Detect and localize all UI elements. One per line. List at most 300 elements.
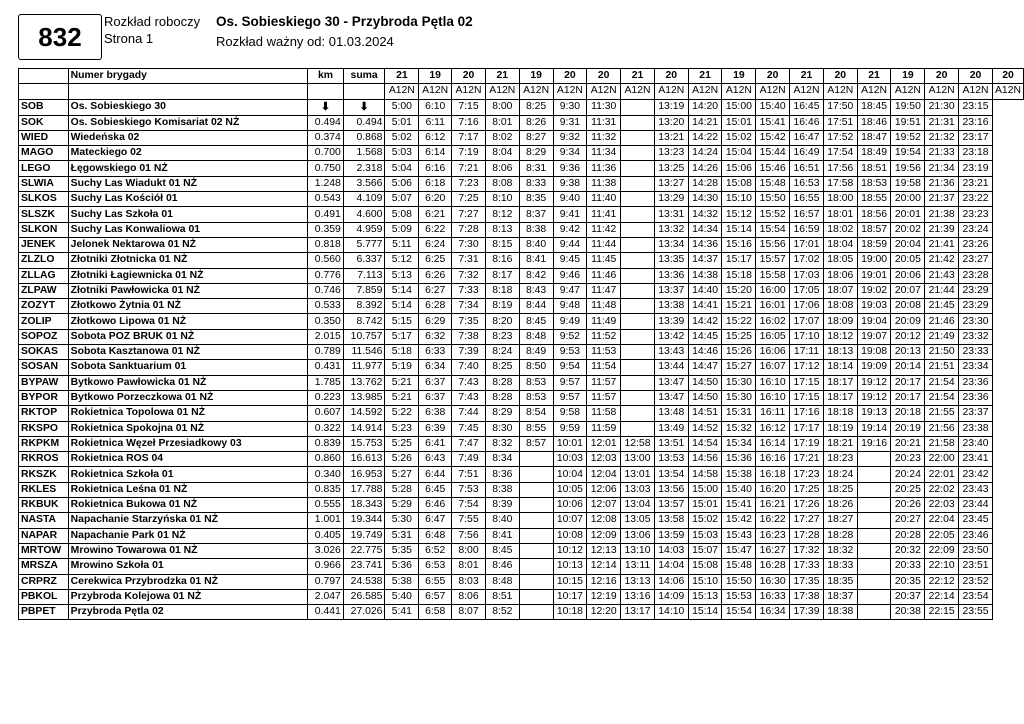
departure-time: 6:39 (419, 421, 452, 436)
departure-time: 5:14 (385, 299, 419, 314)
departure-time: 20:24 (891, 467, 925, 482)
departure-time: 14:32 (688, 207, 722, 222)
departure-time: 20:27 (891, 513, 925, 528)
departure-time: 13:51 (654, 436, 688, 451)
departure-time: 20:25 (891, 482, 925, 497)
departure-time: 11:49 (587, 314, 621, 329)
departure-time: 5:09 (385, 222, 419, 237)
departure-time (857, 589, 891, 604)
departure-time: 5:01 (385, 115, 419, 130)
stop-sum: 8.742 (343, 314, 385, 329)
stop-name: Sobota Kasztanowa 01 NŻ (68, 345, 307, 360)
departure-time: 17:54 (823, 146, 857, 161)
departure-time: 15:27 (722, 360, 756, 375)
departure-time: 23:23 (959, 207, 993, 222)
departure-time: 18:37 (823, 589, 857, 604)
departure-time: 13:29 (654, 192, 688, 207)
departure-time: 7:49 (452, 452, 486, 467)
departure-time: 20:12 (891, 329, 925, 344)
departure-time: 13:03 (621, 482, 655, 497)
departure-time: 15:58 (756, 268, 790, 283)
departure-time: 16:10 (756, 375, 790, 390)
departure-time: 16:30 (756, 574, 790, 589)
stop-row (19, 390, 1024, 405)
departure-time: 22:09 (925, 543, 959, 558)
stop-km: 0.776 (308, 268, 344, 283)
departure-time: 6:53 (419, 559, 452, 574)
departure-time: 5:23 (385, 421, 419, 436)
departure-time: 6:32 (419, 329, 452, 344)
departure-time: 6:22 (419, 222, 452, 237)
departure-time: 18:23 (823, 452, 857, 467)
departure-time: 5:17 (385, 329, 419, 344)
departure-time: 11:46 (587, 268, 621, 283)
departure-time: 12:03 (587, 452, 621, 467)
departure-time: 16:45 (790, 99, 824, 115)
departure-time: 23:29 (959, 283, 993, 298)
departure-time: 14:47 (688, 360, 722, 375)
departure-time (857, 574, 891, 589)
departure-time: 16:12 (756, 421, 790, 436)
stop-row (19, 467, 1024, 482)
stop-sum: 5.777 (343, 237, 385, 252)
departure-time: 9:32 (553, 130, 587, 145)
departure-time: 13:06 (621, 528, 655, 543)
departure-time: 8:16 (485, 253, 519, 268)
departure-time: 8:41 (485, 528, 519, 543)
departure-time (519, 589, 553, 604)
departure-time: 18:06 (823, 268, 857, 283)
departure-time: 15:30 (722, 390, 756, 405)
departure-time: 9:57 (553, 390, 587, 405)
departure-time: 20:07 (891, 283, 925, 298)
departure-time: 23:32 (959, 329, 993, 344)
departure-time: 18:47 (857, 130, 891, 145)
stop-code: RKPKM (19, 436, 69, 451)
departure-time: 17:23 (790, 467, 824, 482)
departure-time: 18:33 (823, 559, 857, 574)
departure-time: 20:09 (891, 314, 925, 329)
departure-time: 8:13 (485, 222, 519, 237)
departure-time: 7:16 (452, 115, 486, 130)
departure-time (621, 283, 655, 298)
departure-time: 8:55 (519, 421, 553, 436)
departure-time: 5:27 (385, 467, 419, 482)
stop-sum: 4.959 (343, 222, 385, 237)
brigade-number: 20 (993, 69, 1024, 84)
departure-time (519, 543, 553, 558)
departure-time: 13:48 (654, 406, 688, 421)
departure-time: 11:30 (587, 99, 621, 115)
departure-time: 8:27 (519, 130, 553, 145)
departure-time: 17:03 (790, 268, 824, 283)
departure-time: 8:54 (519, 406, 553, 421)
departure-time: 19:13 (857, 406, 891, 421)
stop-row (19, 574, 1024, 589)
departure-time: 15:34 (722, 436, 756, 451)
departure-time: 8:46 (485, 559, 519, 574)
departure-time: 6:48 (419, 528, 452, 543)
departure-time: 6:58 (419, 605, 452, 620)
departure-time: 18:51 (857, 161, 891, 176)
departure-time: 8:10 (485, 192, 519, 207)
departure-time: 11:53 (587, 345, 621, 360)
departure-time: 15:10 (722, 192, 756, 207)
stop-row (19, 482, 1024, 497)
departure-time: 10:18 (553, 605, 587, 620)
departure-time: 8:38 (519, 222, 553, 237)
departure-time: 18:53 (857, 176, 891, 191)
departure-time (857, 528, 891, 543)
stop-km: 0.340 (308, 467, 344, 482)
departure-time: 19:08 (857, 345, 891, 360)
departure-time: 15:18 (722, 268, 756, 283)
departure-time: 6:46 (419, 498, 452, 513)
stop-row (19, 498, 1024, 513)
departure-time: 19:03 (857, 299, 891, 314)
departure-time: 15:48 (722, 559, 756, 574)
stop-name: Napachanie Starzyńska 01 NŻ (68, 513, 307, 528)
departure-time (857, 498, 891, 513)
departure-time: 8:04 (485, 146, 519, 161)
departure-time: 23:34 (959, 360, 993, 375)
departure-time: 14:51 (688, 406, 722, 421)
departure-time: 17:01 (790, 237, 824, 252)
departure-time: 5:15 (385, 314, 419, 329)
stop-row (19, 130, 1024, 145)
departure-time: 9:34 (553, 146, 587, 161)
departure-time: 5:12 (385, 253, 419, 268)
departure-time: 5:31 (385, 528, 419, 543)
departure-time (621, 268, 655, 283)
departure-time: 5:06 (385, 176, 419, 191)
departure-time: 13:43 (654, 345, 688, 360)
stop-row (19, 314, 1024, 329)
stop-name: Złotniki Pawłowicka 01 NŻ (68, 283, 307, 298)
departure-time: 18:26 (823, 498, 857, 513)
departure-time: 18:01 (823, 207, 857, 222)
departure-time: 8:53 (519, 375, 553, 390)
stop-code: CRPRZ (19, 574, 69, 589)
brigade-number: 19 (891, 69, 925, 84)
departure-time (621, 192, 655, 207)
stop-name: Przybroda Pętla 02 (68, 605, 307, 620)
stop-name: Suchy Las Kościół 01 (68, 192, 307, 207)
departure-time: 11:32 (587, 130, 621, 145)
departure-time: 8:44 (519, 299, 553, 314)
departure-time: 14:52 (688, 421, 722, 436)
departure-time: 8:15 (485, 237, 519, 252)
departure-time: 23:19 (959, 161, 993, 176)
departure-time: 8:25 (519, 99, 553, 115)
departure-time: 6:26 (419, 268, 452, 283)
departure-time: 19:02 (857, 283, 891, 298)
departure-time: 6:11 (419, 115, 452, 130)
departure-time: 20:14 (891, 360, 925, 375)
departure-time: 16:53 (790, 176, 824, 191)
departure-time: 20:21 (891, 436, 925, 451)
departure-time (519, 498, 553, 513)
vehicle-type: A12N (959, 84, 993, 99)
departure-time: 13:01 (621, 467, 655, 482)
stop-row (19, 528, 1024, 543)
departure-time: 17:38 (790, 589, 824, 604)
departure-time: 22:15 (925, 605, 959, 620)
departure-time: 12:58 (621, 436, 655, 451)
departure-time: 14:37 (688, 253, 722, 268)
departure-time: 17:05 (790, 283, 824, 298)
departure-time (621, 253, 655, 268)
departure-time: 9:30 (553, 99, 587, 115)
departure-time: 21:43 (925, 268, 959, 283)
departure-time (621, 360, 655, 375)
departure-time: 15:21 (722, 299, 756, 314)
stop-row (19, 329, 1024, 344)
stop-sum: 10.757 (343, 329, 385, 344)
stop-row (19, 605, 1024, 620)
departure-time (857, 482, 891, 497)
departure-time: 12:13 (587, 543, 621, 558)
departure-time: 18:56 (857, 207, 891, 222)
departure-time: 7:32 (452, 268, 486, 283)
departure-time: 13:05 (621, 513, 655, 528)
stop-row (19, 421, 1024, 436)
departure-time: 20:04 (891, 237, 925, 252)
departure-time: 17:17 (790, 421, 824, 436)
departure-time: 17:25 (790, 482, 824, 497)
departure-time: 16:21 (756, 498, 790, 513)
departure-time: 13:47 (654, 375, 688, 390)
departure-time: 11:57 (587, 390, 621, 405)
departure-time: 10:15 (553, 574, 587, 589)
departure-time: 8:18 (485, 283, 519, 298)
departure-time: 8:28 (485, 390, 519, 405)
stop-code: SLKON (19, 222, 69, 237)
departure-time: 14:30 (688, 192, 722, 207)
departure-time: 14:45 (688, 329, 722, 344)
stop-km: 0.359 (308, 222, 344, 237)
departure-time: 21:55 (925, 406, 959, 421)
departure-time: 8:00 (452, 543, 486, 558)
departure-time: 21:44 (925, 283, 959, 298)
stop-name: Suchy Las Konwaliowa 01 (68, 222, 307, 237)
stop-km: 1.248 (308, 176, 344, 191)
departure-time: 6:37 (419, 390, 452, 405)
departure-time: 21:51 (925, 360, 959, 375)
departure-time: 21:45 (925, 299, 959, 314)
departure-time: 8:01 (452, 559, 486, 574)
route-title: Os. Sobieskiego 30 - Przybroda Pętla 02 (216, 14, 473, 29)
departure-time: 9:49 (553, 314, 587, 329)
departure-time: 6:16 (419, 161, 452, 176)
departure-time: 20:17 (891, 375, 925, 390)
departure-time: 12:01 (587, 436, 621, 451)
departure-time (621, 299, 655, 314)
vehicle-type: A12N (519, 84, 553, 99)
departure-time (519, 528, 553, 543)
departure-time: 6:29 (419, 314, 452, 329)
stop-km: 0.322 (308, 421, 344, 436)
departure-time: 18:57 (857, 222, 891, 237)
stop-row (19, 559, 1024, 574)
departure-time: 23:33 (959, 345, 993, 360)
brigade-number: 21 (857, 69, 891, 84)
departure-time: 19:00 (857, 253, 891, 268)
departure-time: 6:34 (419, 360, 452, 375)
departure-time: 20:33 (891, 559, 925, 574)
departure-time: 23:42 (959, 467, 993, 482)
corner-cell (19, 69, 69, 84)
departure-time: 7:19 (452, 146, 486, 161)
stop-name: Złotkowo Lipowa 01 NŻ (68, 314, 307, 329)
stop-km: 0.839 (308, 436, 344, 451)
stop-name: Złotkowo Żytnia 01 NŻ (68, 299, 307, 314)
departure-time: 8:48 (519, 329, 553, 344)
departure-time: 5:26 (385, 452, 419, 467)
departure-time: 11:57 (587, 375, 621, 390)
departure-time: 15:47 (722, 543, 756, 558)
stop-km: 0.797 (308, 574, 344, 589)
departure-time (857, 513, 891, 528)
departure-time: 12:20 (587, 605, 621, 620)
departure-time: 13:49 (654, 421, 688, 436)
departure-time: 14:58 (688, 467, 722, 482)
departure-time (857, 543, 891, 558)
stop-name: Cerekwica Przybrodzka 01 NŻ (68, 574, 307, 589)
vehicle-type: A12N (452, 84, 486, 99)
departure-time: 6:41 (419, 436, 452, 451)
departure-time: 14:04 (654, 559, 688, 574)
departure-time: 5:02 (385, 130, 419, 145)
departure-time: 13:31 (654, 207, 688, 222)
departure-time: 8:02 (485, 130, 519, 145)
departure-time: 21:58 (925, 436, 959, 451)
departure-time: 18:24 (823, 467, 857, 482)
departure-time: 18:32 (823, 543, 857, 558)
stop-sum: 1.568 (343, 146, 385, 161)
departure-time: 10:17 (553, 589, 587, 604)
stop-name: Złotniki Łagiewnicka 01 NŻ (68, 268, 307, 283)
stop-code: SLSZK (19, 207, 69, 222)
departure-time: 10:08 (553, 528, 587, 543)
departure-time: 8:40 (519, 237, 553, 252)
departure-time (857, 452, 891, 467)
blank-cell (308, 84, 344, 99)
departure-time: 15:22 (722, 314, 756, 329)
departure-time: 10:12 (553, 543, 587, 558)
departure-time: 14:46 (688, 345, 722, 360)
stop-sum: 4.109 (343, 192, 385, 207)
stop-sum: 2.318 (343, 161, 385, 176)
stop-row (19, 192, 1024, 207)
stop-sum: 3.566 (343, 176, 385, 191)
departure-time: 19:04 (857, 314, 891, 329)
departure-time: 20:05 (891, 253, 925, 268)
departure-time: 16:34 (756, 605, 790, 620)
departure-time: 23:27 (959, 253, 993, 268)
departure-time: 18:19 (823, 421, 857, 436)
departure-time: 5:19 (385, 360, 419, 375)
stop-sum: 17.788 (343, 482, 385, 497)
departure-time: 7:23 (452, 176, 486, 191)
departure-time: 15:08 (722, 176, 756, 191)
departure-time: 16:57 (790, 207, 824, 222)
departure-time (621, 115, 655, 130)
departure-time: 18:14 (823, 360, 857, 375)
departure-time: 9:42 (553, 222, 587, 237)
departure-time: 9:48 (553, 299, 587, 314)
departure-time: 9:38 (553, 176, 587, 191)
departure-time: 8:33 (519, 176, 553, 191)
departure-time: 15:50 (722, 574, 756, 589)
brigade-number: 21 (385, 69, 419, 84)
departure-time: 7:51 (452, 467, 486, 482)
departure-time: 8:34 (485, 452, 519, 467)
departure-time: 18:59 (857, 237, 891, 252)
stop-row (19, 543, 1024, 558)
departure-time: 8:40 (485, 513, 519, 528)
departure-time: 14:28 (688, 176, 722, 191)
departure-time: 12:06 (587, 482, 621, 497)
departure-time: 17:19 (790, 436, 824, 451)
departure-time: 9:40 (553, 192, 587, 207)
departure-time: 9:57 (553, 375, 587, 390)
departure-time: 14:50 (688, 390, 722, 405)
stop-km: 0.405 (308, 528, 344, 543)
departure-time (857, 559, 891, 574)
departure-time: 13:37 (654, 283, 688, 298)
departure-time: 18:46 (857, 115, 891, 130)
stop-sum: 23.741 (343, 559, 385, 574)
stop-sum: 6.337 (343, 253, 385, 268)
departure-time: 20:23 (891, 452, 925, 467)
stop-km: 0.431 (308, 360, 344, 375)
departure-time: 19:54 (891, 146, 925, 161)
departure-time: 18:05 (823, 253, 857, 268)
departure-time: 11:36 (587, 161, 621, 176)
departure-time: 14:21 (688, 115, 722, 130)
stop-name: Rokietnica Bukowa 01 NŻ (68, 498, 307, 513)
stop-code: ZLPAW (19, 283, 69, 298)
departure-time: 8:12 (485, 207, 519, 222)
departure-time: 14:06 (654, 574, 688, 589)
departure-time: 16:01 (756, 299, 790, 314)
departure-time: 8:48 (485, 574, 519, 589)
departure-time: 9:46 (553, 268, 587, 283)
stop-code: PBKOL (19, 589, 69, 604)
departure-time: 12:19 (587, 589, 621, 604)
departure-time: 8:06 (452, 589, 486, 604)
departure-time: 13:59 (654, 528, 688, 543)
stop-sum: 13.985 (343, 390, 385, 405)
stop-name: Rokietnica Leśna 01 NŻ (68, 482, 307, 497)
departure-time: 7:27 (452, 207, 486, 222)
departure-time: 21:41 (925, 237, 959, 252)
departure-time: 13:00 (621, 452, 655, 467)
departure-time: 6:24 (419, 237, 452, 252)
departure-time: 8:25 (485, 360, 519, 375)
stop-row (19, 115, 1024, 130)
departure-time: 19:07 (857, 329, 891, 344)
departure-time: 15:54 (756, 222, 790, 237)
departure-time: 8:36 (485, 467, 519, 482)
departure-time: 15:30 (722, 375, 756, 390)
departure-time: 15:02 (688, 513, 722, 528)
stop-name: Sobota POZ BRUK 01 NŻ (68, 329, 307, 344)
departure-time (621, 130, 655, 145)
departure-time: 14:42 (688, 314, 722, 329)
departure-time: 18:27 (823, 513, 857, 528)
